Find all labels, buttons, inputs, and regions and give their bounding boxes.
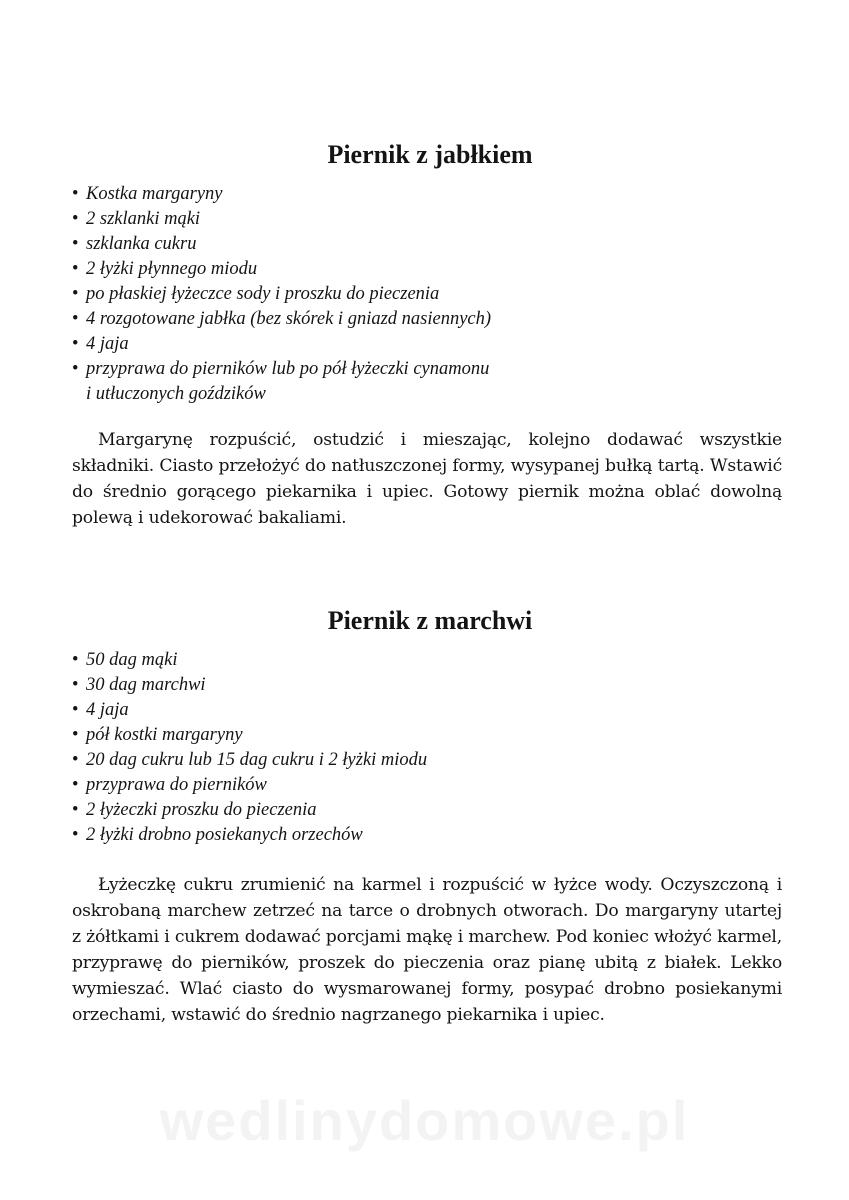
ingredient-item: • 30 dag marchwi [72, 673, 782, 698]
bullet-icon: • [72, 700, 79, 720]
bullet-icon: • [72, 825, 79, 845]
ingredient-item: • 4 jaja [72, 332, 782, 357]
ingredient-item: • po płaskiej łyżeczce sody i proszku do pieczenia [72, 282, 782, 307]
recipe-title: Piernik z marchwi [327, 606, 533, 635]
ingredient-item: • 4 jaja [72, 698, 782, 723]
bullet-icon: • [72, 750, 79, 770]
bullet-icon: • [72, 259, 79, 279]
ingredients-list [72, 182, 782, 407]
bullet-icon: • [72, 725, 79, 745]
ingredient-item: • Kostka margaryny [72, 182, 782, 207]
ingredient-item: • 2 łyżeczki proszku do pieczenia [72, 798, 782, 823]
recipe-piernik-z-marchwi [72, 606, 782, 1028]
ingredient-item: • 2 łyżki płynnego miodu [72, 257, 782, 282]
bullet-icon: • [72, 309, 79, 329]
ingredient-item: • 20 dag cukru lub 15 dag cukru i 2 łyżki miodu [72, 748, 782, 773]
ingredient-item: • 2 łyżki drobno posiekanych orzechów [72, 823, 782, 848]
bullet-icon: • [72, 650, 79, 670]
recipe-instructions: Łyżeczkę cukru zrumienić na karmel i rozpuścić w łyżce wody. Oczyszczoną i oskrobaną marchew zetrzeć na tarce o drobnych otworach. Do margaryny utartej z żółtkami i cukrem dodawać porcjami mąkę i marchew. Pod koniec włożyć karmel, przyprawę do pierników, proszek do pieczenia oraz pianę ubitą z białek. Lekko wymieszać. Wlać ciasto do wysmarowanej formy, posypać drobno posiekanymi orzechami, wstawić do średnio nagrzanego piekarnika i upiec. [72, 875, 782, 1025]
ingredient-item: • 2 szklanki mąki [72, 207, 782, 232]
bullet-icon: • [72, 675, 79, 695]
bullet-icon: • [72, 234, 79, 254]
ingredient-item: • przyprawa do pierników lub po pół łyżeczki cynamonu i utłuczonych goździków [72, 357, 782, 407]
ingredient-item: • 50 dag mąki [72, 648, 782, 673]
bullet-icon: • [72, 284, 79, 304]
ingredient-item: • 4 rozgotowane jabłka (bez skórek i gniazd nasiennych) [72, 307, 782, 332]
recipe-title: Piernik z jabłkiem [327, 140, 533, 169]
recipe-instructions: Margarynę rozpuścić, ostudzić i mieszając, kolejno dodawać wszystkie składniki. Ciasto przełożyć do natłuszczonej formy, wysypanej bułką tartą. Wstawić do średnio gorącego piekarnika i upiec. Gotowy piernik można oblać dowolną polewą i udekorować bakaliami. [72, 430, 782, 528]
ingredients-list [72, 648, 782, 848]
ingredient-item: • pół kostki margaryny [72, 723, 782, 748]
ingredient-item: • przyprawa do pierników [72, 773, 782, 798]
recipe-piernik-z-jablkiem [72, 140, 782, 531]
bullet-icon: • [72, 775, 79, 795]
ingredient-item: • szklanka cukru [72, 232, 782, 257]
bullet-icon: • [72, 334, 79, 354]
ingredient-continuation: i utłuczonych goździków [86, 384, 266, 404]
watermark: wedlinydomowe.pl [159, 1089, 690, 1152]
bullet-icon: • [72, 184, 79, 204]
bullet-icon: • [72, 209, 79, 229]
bullet-icon: • [72, 359, 79, 379]
bullet-icon: • [72, 800, 79, 820]
